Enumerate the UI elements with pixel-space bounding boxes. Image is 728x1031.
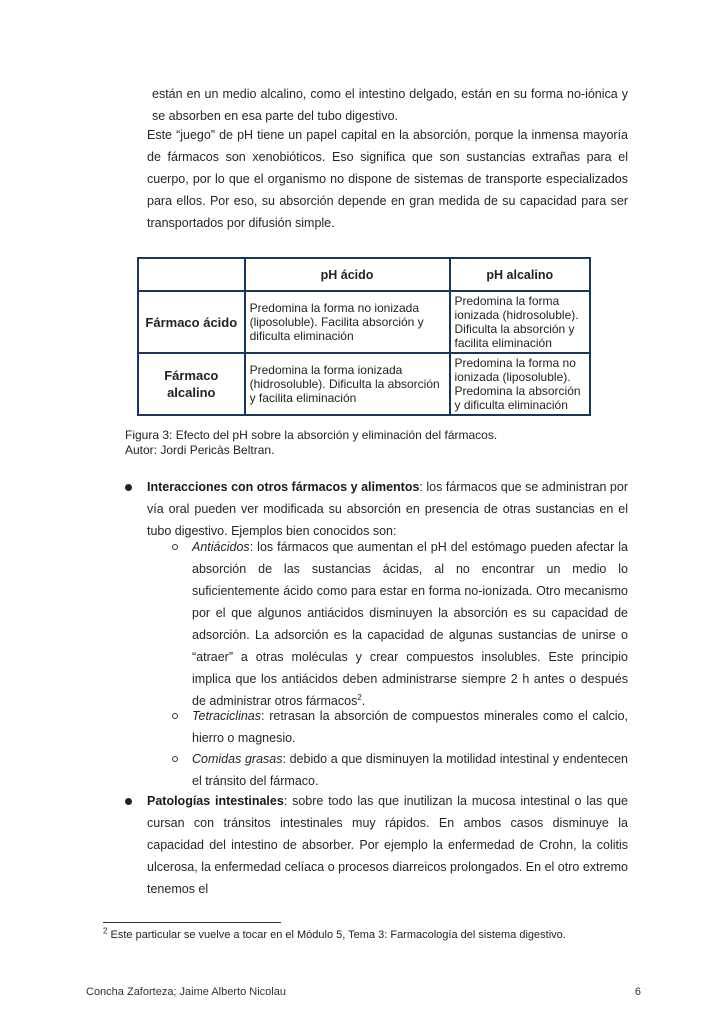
- ph-effect-table: [137, 257, 591, 416]
- table-header-acid: pH ácido: [245, 258, 450, 291]
- body-paragraph-2: Este “juego” de pH tiene un papel capital en la absorción, porque la inmensa mayoría de fármacos son xenobióticos. Eso significa que son sustancias extrañas para el cuerpo, por lo que el organismo no dispone de sistemas de transporte especializados para ellos. Por eso, su absorción depende en gran medida de su capacidad para ser transportados por difusión simple.: [147, 128, 628, 230]
- sub-bullet-icon: [172, 713, 178, 719]
- figure-caption: [125, 428, 497, 458]
- sub-bullet-title: Antiácidos: [192, 540, 250, 554]
- row-label-alkaline-drug: [138, 353, 245, 415]
- bullet-title: Interacciones con otros fármacos y alimentos: [147, 480, 420, 494]
- table-cell: Predomina la forma no ionizada (liposoluble). Facilita absorción y dificulta eliminación: [245, 291, 450, 353]
- sub-bullet-title: Comidas grasas: [192, 752, 283, 766]
- caption-author: Autor: Jordi Pericàs Beltran.: [125, 443, 275, 457]
- table-cell: Predomina la forma ionizada (hidrosoluble). Dificulta la absorción y facilita eliminación: [245, 353, 450, 415]
- footnote-divider: [103, 922, 281, 923]
- table-cell: Predomina la forma no ionizada (liposoluble). Predomina la absorción y dificulta eliminación: [450, 353, 591, 415]
- sub-bullet-end: .: [361, 694, 366, 708]
- sub-bullet-text: : debido a que disminuyen la motilidad intestinal y endentecen el tránsito del fármaco.: [192, 752, 628, 788]
- bullet-text: : los fármacos que se administran por vía oral pueden ver modificada su absorción en presencia de otras sustancias en el tubo digestivo. Ejemplos bien conocidos son:: [147, 480, 628, 538]
- bullet-pathologies: [147, 790, 628, 900]
- caption-title: Figura 3: Efecto del pH sobre la absorción y eliminación del fármacos.: [125, 428, 498, 442]
- bullet-text: : sobre todo las que inutilizan la mucosa intestinal o las que cursan con tránsitos intestinales muy rápidos. En ambos casos disminuye la capacidad del intestino de absorber. Por ejemplo la enfermedad de Crohn, la colitis ulcerosa, la enfermedad celíaca o procesos diarreicos prolongados. En el otro extremo tenemos el: [147, 794, 628, 896]
- bullet-title: Patologías intestinales: [147, 794, 284, 808]
- row-label-text: Fármaco alcalino: [164, 368, 219, 400]
- table-header-row: [138, 258, 590, 291]
- sub-bullet-icon: [172, 756, 178, 762]
- bullet-interactions: [147, 476, 628, 542]
- table-row: [138, 291, 590, 353]
- table-header-empty: [138, 258, 245, 291]
- sub-bullet-fatty-foods: [192, 748, 628, 792]
- table-cell: Predomina la forma ionizada (hidrosoluble). Dificulta la absorción y facilita eliminación: [450, 291, 591, 353]
- sub-bullet-icon: [172, 544, 178, 550]
- table-header-alkaline: pH alcalino: [450, 258, 591, 291]
- page-number: 6: [634, 986, 641, 998]
- sub-bullet-title: Tetraciclinas: [192, 709, 262, 723]
- sub-bullet-text: : retrasan la absorción de compuestos minerales como el calcio, hierro o magnesio.: [192, 709, 628, 745]
- footer-authors: Concha Zaforteza; Jaime Alberto Nicolau: [86, 986, 286, 998]
- body-paragraph-1: están en un medio alcalino, como el intestino delgado, están en su forma no-iónica y se absorben en esa parte del tubo digestivo.: [152, 87, 628, 123]
- bullet-icon: [125, 798, 132, 805]
- footnote-number: 2: [103, 926, 108, 936]
- sub-bullet-text: : los fármacos que aumentan el pH del estómago pueden afectar la absorción de las sustancias ácidas, al no encontrar un medio lo suficientemente ácido como para estar en forma no-ionizada. Otro mecanismo por el que algunos antiácidos disminuyen la absorción es su capacidad de adsorción. La adsorción es la capacidad de algunas sustancias de unirse o “atraer” a otras moléculas y crear compuestos insolubles. Este principio implica que los antiácidos deben administrarse siempre 2 h antes o después de administrar otros fármacos: [192, 540, 628, 708]
- footnote-text: Este particular se vuelve a tocar en el Módulo 5, Tema 3: Farmacología del sistema digestivo.: [107, 929, 566, 941]
- bullet-icon: [125, 484, 132, 491]
- sub-bullet-tetracyclines: [192, 705, 628, 749]
- footnote-ref[interactable]: 2: [357, 692, 362, 702]
- sub-bullet-antacids: [192, 536, 628, 712]
- row-label-acid-drug: Fármaco ácido: [138, 291, 245, 353]
- footnote: [103, 928, 566, 943]
- table-row: [138, 353, 590, 415]
